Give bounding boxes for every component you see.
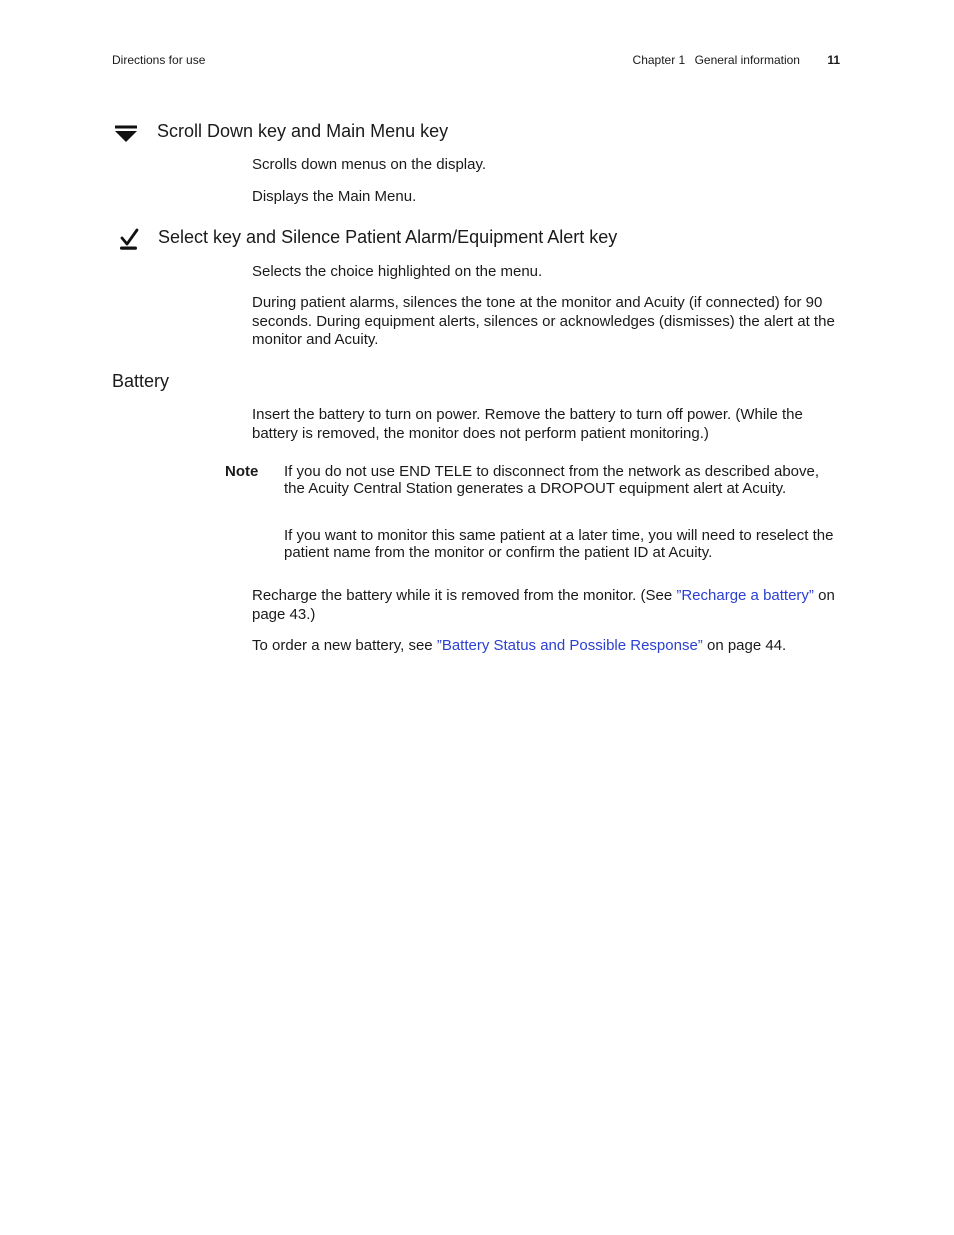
select-key-desc-2: During patient alarms, silences the tone at the monitor and Acuity (if connected) for 90 seconds. During equipment alerts, silences or acknowledges (dismisses) the alert at the monitor and Acuity.	[252, 294, 835, 348]
note-text-2: If you want to monitor this same patient at a later time, you will need to reselect the patient name from the monitor or confirm the patient ID at Acuity.	[284, 527, 834, 561]
note-label: Note	[225, 463, 259, 480]
recharge-battery-link[interactable]: ”Recharge a battery”	[676, 587, 814, 604]
battery-heading: Battery	[112, 371, 170, 391]
order-text-post: on page 44.	[702, 637, 787, 654]
recharge-text-pre: Recharge the battery while it is removed from the monitor. (See	[252, 587, 677, 604]
recharge-paragraph	[252, 587, 842, 624]
scroll-key-desc-2: Displays the Main Menu.	[252, 188, 417, 205]
note-text-1: If you do not use END TELE to disconnect from the network as described above, the Acuity Central Station generates a DROPOUT equipment alert at Acuity.	[284, 463, 820, 497]
scroll-key-title: Scroll Down key and Main Menu key	[157, 121, 449, 141]
battery-intro: Insert the battery to turn on power. Remove the battery to turn off power. (While the battery is removed, the monitor does not perform patient monitoring.)	[252, 406, 803, 442]
battery-status-link[interactable]: ”Battery Status and Possible Response”	[436, 637, 703, 654]
running-header-chapter	[633, 53, 840, 67]
select-key-desc-1: Selects the choice highlighted on the menu.	[252, 263, 543, 280]
chapter-label: Chapter 1	[632, 53, 686, 67]
checkmark-icon	[119, 228, 141, 252]
select-key-title: Select key and Silence Patient Alarm/Equipment Alert key	[158, 227, 618, 247]
section-label: General information	[694, 53, 800, 67]
running-header-title: Directions for use	[112, 53, 206, 67]
order-paragraph	[252, 637, 842, 656]
recharge-text-post: on page 43.)	[252, 587, 835, 623]
scroll-key-desc-1: Scrolls down menus on the display.	[252, 156, 487, 173]
scroll-down-icon	[114, 125, 138, 143]
order-text-pre: To order a new battery, see	[252, 637, 437, 654]
page-number: 11	[827, 53, 840, 67]
